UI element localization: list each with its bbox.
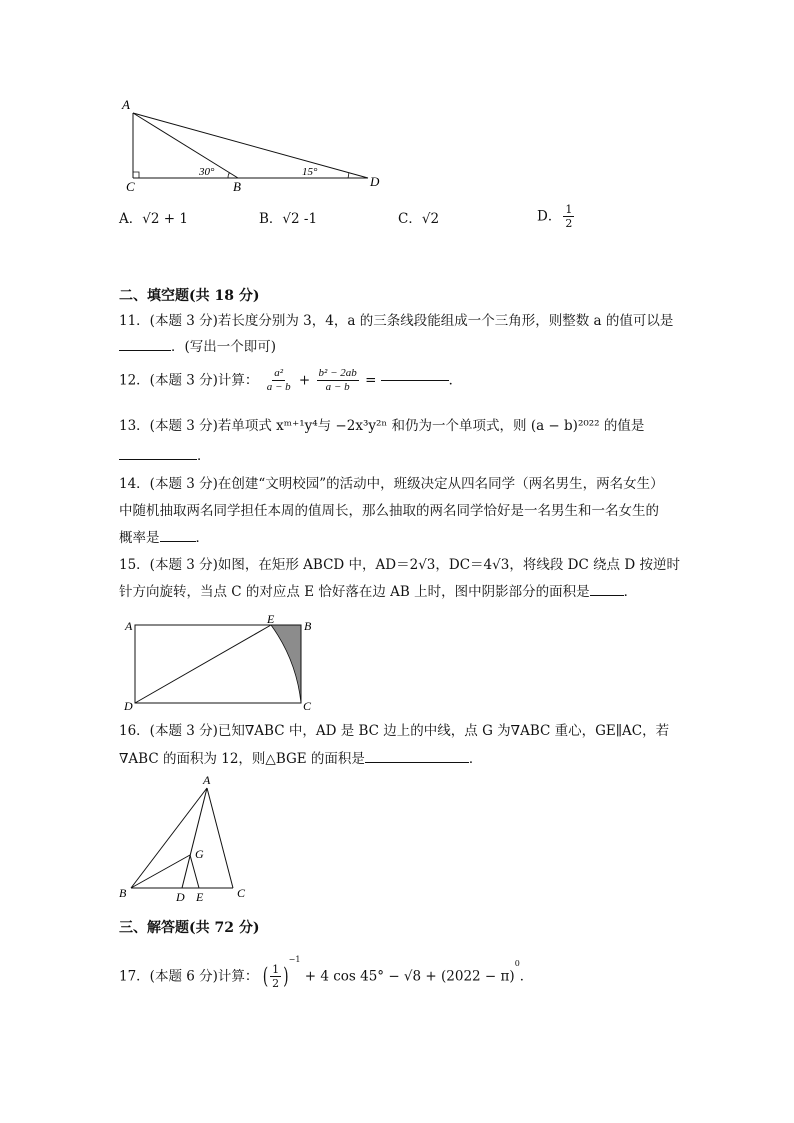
q12-fraction-2 bbox=[317, 367, 359, 394]
option-d-label: D． bbox=[537, 208, 562, 225]
segment-ab bbox=[133, 113, 238, 178]
label-b: B bbox=[233, 179, 241, 194]
angle-30-label: 30° bbox=[199, 166, 215, 178]
label-b: B bbox=[304, 619, 312, 633]
q17-half-denominator: 2 bbox=[272, 977, 280, 990]
figure-triangle bbox=[0, 770, 794, 910]
q14-line3-end: ． bbox=[195, 530, 209, 546]
q15-line1: 15．(本题 3 分)如图，在矩形 ABCD 中，AD＝2√3，DC＝4√3，将线段 DC 绕点 D 按逆时 bbox=[119, 557, 680, 573]
option-d-fraction bbox=[563, 203, 574, 230]
q11-line1: 11．(本题 3 分)若长度分别为 3，4，a 的三条线段能组成一个三角形，则整数 a 的值可以是 bbox=[119, 313, 674, 329]
q12-f1-denominator: a − b bbox=[266, 381, 291, 393]
label-b: B bbox=[119, 886, 127, 900]
q13-answer-blank[interactable] bbox=[119, 459, 197, 460]
q14-line3-text: 概率是 bbox=[119, 530, 160, 546]
q12-equals: = bbox=[365, 372, 377, 389]
option-b-label: B． bbox=[259, 211, 283, 227]
option-a[interactable] bbox=[119, 209, 188, 229]
q11-line2-text: ．(写出一个即可) bbox=[171, 339, 277, 355]
q14-line1: 14．(本题 3 分)在创建“文明校园”的活动中，班级决定从四名同学（两名男生，两名女生） bbox=[119, 476, 664, 492]
section-title-fill-in: 二、填空题(共 18 分) bbox=[119, 288, 260, 304]
label-d: D bbox=[124, 699, 133, 713]
q16-line2-text: ∇ABC 的面积为 12，则△BGE 的面积是 bbox=[119, 751, 365, 767]
q16-line1: 16．(本题 3 分)已知∇ABC 中，AD 是 BC 边上的中线，点 G 为∇ABC 重心，GE∥AC，若 bbox=[119, 723, 670, 739]
option-a-value: √2 + 1 bbox=[142, 211, 188, 227]
shaded-region bbox=[271, 625, 301, 703]
q17-exponent-2: 0 bbox=[514, 959, 520, 968]
segment-ad bbox=[133, 113, 368, 178]
q12-f1-numerator: a² bbox=[274, 367, 284, 379]
option-d-denominator: 2 bbox=[565, 217, 573, 230]
label-a: A bbox=[125, 619, 133, 633]
q13-line1: 13．(本题 3 分)若单项式 xᵐ⁺¹y⁴与 −2x³y²ⁿ 和仍为一个单项式，则 (a − b)²⁰²² 的值是 bbox=[119, 418, 645, 434]
q17-line bbox=[119, 950, 533, 990]
label-a: A bbox=[203, 773, 211, 787]
q12-f2-denominator: a − b bbox=[325, 381, 350, 393]
q12-line bbox=[119, 367, 462, 394]
label-e: E bbox=[196, 890, 204, 904]
figure-right-triangle bbox=[0, 0, 794, 200]
q17-exponent-1: −1 bbox=[288, 955, 301, 964]
option-d[interactable] bbox=[537, 203, 576, 230]
q17-expression: + 4 cos 45° − √8 + (2022 − π) bbox=[304, 968, 515, 985]
q17-half-numerator: 1 bbox=[272, 963, 280, 976]
label-g: G bbox=[195, 847, 204, 861]
q15-line2 bbox=[119, 582, 637, 602]
label-c: C bbox=[303, 699, 312, 713]
q11-answer-blank[interactable] bbox=[119, 350, 171, 351]
angle-arc-d bbox=[348, 173, 349, 179]
option-c[interactable] bbox=[398, 209, 439, 229]
q12-prefix: 12．(本题 3 分)计算： bbox=[119, 372, 259, 389]
q17-right-paren: ) bbox=[283, 963, 289, 990]
q14-line3 bbox=[119, 528, 209, 548]
option-d-numerator: 1 bbox=[565, 203, 573, 216]
q12-suffix: ． bbox=[448, 372, 463, 389]
segment-bg bbox=[131, 855, 190, 888]
q14-line2: 中随机抽取两名同学担任本周的值周长，那么抽取的两名同学恰好是一名男生和一名女生的 bbox=[119, 503, 659, 519]
option-c-label: C． bbox=[398, 211, 422, 227]
label-c: C bbox=[126, 179, 135, 194]
q15-line2-text: 针方向旋转，当点 C 的对应点 E 恰好落在边 AB 上时，图中阴影部分的面积是 bbox=[119, 584, 590, 600]
angle-15-label: 15° bbox=[302, 166, 318, 178]
q15-line2-end: ． bbox=[623, 584, 638, 600]
right-angle-mark bbox=[133, 172, 139, 178]
q15-answer-blank[interactable] bbox=[590, 595, 624, 596]
q12-f2-numerator: b² − 2ab bbox=[318, 367, 357, 379]
q12-answer-blank[interactable] bbox=[381, 380, 449, 381]
label-a: A bbox=[122, 97, 130, 112]
section-title-solutions: 三、解答题(共 72 分) bbox=[119, 920, 260, 936]
segment-ab bbox=[131, 788, 207, 888]
figure-rectangle bbox=[0, 612, 794, 716]
q12-fraction-1 bbox=[265, 367, 293, 394]
segment-de bbox=[135, 625, 271, 703]
q17-left-paren: ( bbox=[262, 963, 269, 990]
option-a-label: A． bbox=[119, 211, 143, 227]
q13-line2 bbox=[119, 446, 211, 466]
q12-plus: + bbox=[298, 372, 311, 389]
label-e: E bbox=[267, 612, 275, 626]
option-b-value: √2 -1 bbox=[282, 211, 318, 227]
label-c: C bbox=[237, 886, 246, 900]
label-d: D bbox=[176, 890, 185, 904]
q16-answer-blank[interactable] bbox=[365, 762, 469, 763]
q14-answer-blank[interactable] bbox=[160, 541, 196, 542]
q16-line2 bbox=[119, 749, 482, 769]
angle-arc-b bbox=[228, 173, 230, 179]
label-d: D bbox=[370, 174, 380, 189]
option-b[interactable] bbox=[259, 209, 317, 229]
q13-line2-text: ． bbox=[197, 448, 211, 464]
q17-half-fraction bbox=[270, 963, 281, 990]
option-c-value: √2 bbox=[421, 211, 440, 227]
q17-prefix: 17．(本题 6 分)计算： bbox=[119, 968, 259, 985]
rect-abcd bbox=[135, 625, 301, 703]
segment-ac bbox=[207, 788, 233, 888]
q11-line2 bbox=[119, 337, 276, 357]
q17-suffix: ． bbox=[519, 968, 534, 985]
q16-line2-end: ． bbox=[468, 751, 483, 767]
